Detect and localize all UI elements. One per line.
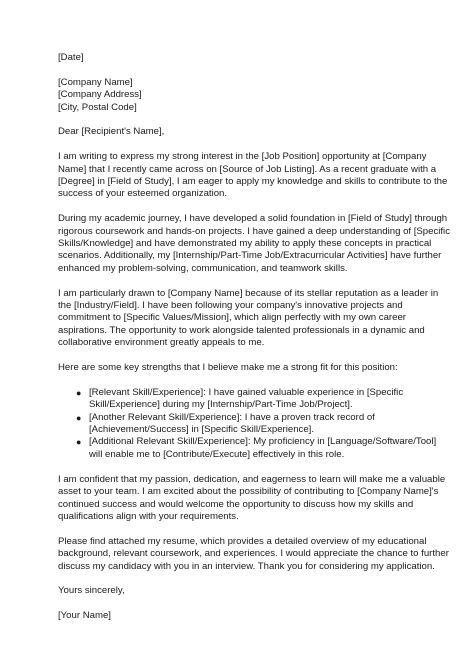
paragraph-line: I am writing to express my strong interest in the [Job Position] opportunity at [Company — [58, 151, 427, 163]
paragraph-line: rigorous coursework and hands-on projects. I have gained a deep understanding of [Specific — [58, 225, 450, 237]
strength-line: [Relevant Skill/Experience]: I have gained valuable experience in [Specific — [89, 386, 404, 398]
address-line: [Company Address] — [58, 89, 142, 101]
paragraph-line: [Degree] in [Field of Study], I am eager to apply my knowledge and skills to contribute to the — [58, 176, 448, 188]
paragraph-line: the [Industry/Field]. I have been following your company's innovative projects and — [58, 300, 403, 312]
bullet-icon: ● — [76, 437, 82, 448]
letter-date — [58, 52, 438, 64]
paragraph-line: continued success and would welcome the opportunity to discuss how my skills and — [58, 498, 414, 510]
company-paragraph — [58, 288, 438, 350]
signoff — [58, 585, 438, 597]
closing-paragraph — [58, 535, 449, 573]
bullet-icon: ● — [76, 387, 82, 398]
strengths-intro-paragraph — [58, 362, 438, 374]
paragraph-line: Here are some key strengths that I believe make me a strong fit for this position: — [58, 362, 398, 374]
letter-page — [58, 52, 450, 623]
intro-paragraph — [58, 151, 448, 201]
paragraph-line: asset to your team. I am excited about the possibility of contributing to [Company Name]'s — [58, 486, 439, 498]
strength-item — [76, 412, 438, 437]
paragraph-line: commitment to [Specific Values/Mission], which align perfectly with my own career — [58, 312, 406, 324]
paragraph-line: success of your esteemed organization. — [58, 188, 228, 200]
paragraph-line: background, relevant coursework, and experiences. I would appreciate the chance to further — [58, 548, 449, 560]
paragraph-line: I am particularly drawn to [Company Name] because of its stellar reputation as a leader in — [58, 287, 439, 299]
signature-line: [Your Name] — [58, 610, 111, 622]
recipient-address-block — [58, 77, 438, 114]
bullet-icon: ● — [76, 412, 82, 423]
paragraph-line: collaborative environment greatly appeals to me. — [58, 337, 265, 349]
confidence-paragraph — [58, 473, 446, 524]
paragraph-line: aspirations. The opportunity to work alongside talented professionals in a dynamic and — [58, 324, 425, 336]
strength-line: [Another Relevant Skill/Experience]: I have a proven track record of — [89, 411, 375, 423]
paragraph-line: qualifications align with your requirements. — [58, 510, 239, 522]
salutation — [58, 126, 438, 138]
strength-item — [76, 436, 438, 461]
date-line: [Date] — [58, 52, 84, 63]
salutation-line: Dear [Recipient's Name], — [58, 126, 165, 138]
paragraph-line: I am confident that my passion, dedication, and eagerness to learn will make me a valuable — [58, 473, 446, 485]
signature — [58, 610, 438, 622]
paragraph-line: During my academic journey, I have developed a solid foundation in [Field of Study] through — [58, 213, 448, 225]
strength-line: [Additional Relevant Skill/Experience]: My proficiency in [Language/Software/Tool] — [89, 436, 437, 448]
paragraph-line: discuss my candidacy with you in an interview. Thank you for considering my application. — [58, 560, 435, 572]
paragraph-line: Skills/Knowledge] and have demonstrated my ability to apply these concepts in practical — [58, 238, 432, 250]
strengths-list — [58, 387, 438, 461]
strength-line: will enable me to [Contribute/Execute] effectively in this role. — [89, 448, 345, 460]
paragraph-line: Please find attached my resume, which provides a detailed overview of my educational — [58, 535, 427, 547]
strength-line: Skill/Experience] during my [Internship/Part-Time Job/Project]. — [89, 399, 353, 411]
address-line: [Company Name] — [58, 76, 133, 88]
strength-item — [76, 387, 438, 412]
academic-paragraph — [58, 213, 450, 275]
address-line: [City, Postal Code] — [58, 101, 137, 113]
paragraph-line: scenarios. Additionally, my [Internship/Part-Time Job/Extracurricular Activities] have further — [58, 250, 442, 262]
strength-line: [Achievement/Success] in [Specific Skill/Experience]. — [89, 424, 315, 436]
paragraph-line: Name] that I recently came across on [Source of Job Listing]. As a recent graduate with a — [58, 163, 437, 175]
signoff-line: Yours sincerely, — [58, 585, 125, 597]
paragraph-line: enhanced my problem-solving, communication, and teamwork skills. — [58, 262, 348, 274]
